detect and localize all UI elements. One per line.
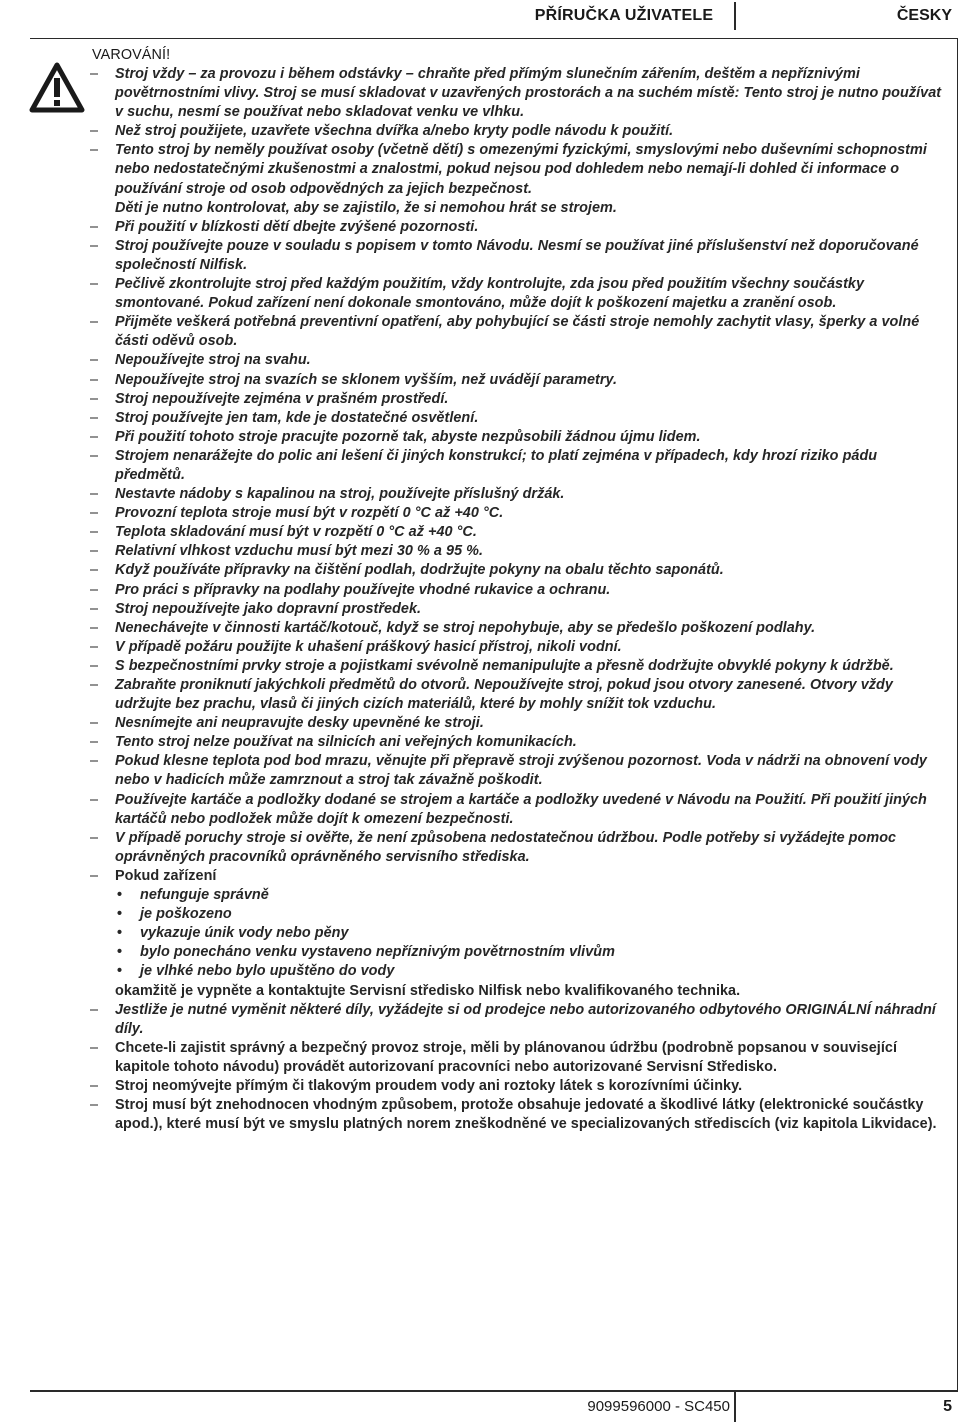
document-number: 9099596000 - SC450 — [587, 1398, 730, 1415]
instruction-item — [90, 982, 942, 1001]
warning-icon — [29, 62, 85, 114]
instruction-text: Teplota skladování musí být v rozpětí 0 °C až +40 °C. — [115, 524, 477, 541]
instruction-item — [90, 619, 942, 638]
bullet-text: je vlhké nebo bylo upuštěno do vody — [140, 963, 395, 980]
warning-heading: VAROVÁNÍ! — [92, 47, 171, 63]
instruction-text: Tento stroj by neměly používat osoby (včetně dětí) s omezenými fyzickými, smyslovými nebo duševními schopnostmi nebo nedostatečnými zkušenostmi a znalostmi, pokud nejsou pod dohledem nebo nemají-li dohled či informace o používání stroje od osob odpovědných za jejich bezpečnost. — [115, 142, 927, 197]
dash-marker: – — [90, 352, 99, 369]
dash-marker: – — [90, 581, 99, 598]
instruction-text: Provozní teplota stroje musí být v rozpětí 0 °C až +40 °C. — [115, 505, 504, 522]
instruction-item — [90, 218, 942, 237]
language-label: ČESKY — [896, 7, 952, 24]
dash-marker: – — [90, 1077, 99, 1094]
dash-marker: – — [90, 390, 99, 407]
bullet-text: nefunguje správně — [140, 887, 269, 904]
instruction-text: Zabraňte proniknutí jakýchkoli předmětů do otvorů. Nepoužívejte stroj, pokud jsou otvory zanesené. Otvory vždy udržujte bez prachu, vlasů či jiných cizích materiálů, které by mohly snížit tok vzduchu. — [115, 677, 893, 713]
dash-marker: – — [90, 505, 99, 522]
instruction-text: okamžitě je vypněte a kontaktujte Servisní středisko Nilfisk nebo kvalifikovaného technika. — [115, 982, 741, 999]
instruction-text: Relativní vlhkost vzduchu musí být mezi 30 % a 95 %. — [115, 543, 484, 560]
instruction-text: Nesnímejte ani neupravujte desky upevněné ke stroji. — [115, 715, 484, 732]
dash-marker: – — [90, 123, 99, 140]
instruction-text: Stroj musí být znehodnocen vhodným způsobem, protože obsahuje jedovaté a škodlivé látky (elektronické součástky apod.), které musí být ve smyslu platných norem zneškodněné ve specializovaných střediscích (viz kapitola Likvidace). — [115, 1097, 937, 1133]
dash-marker: – — [90, 867, 99, 884]
instruction-item — [90, 122, 942, 141]
instruction-item — [90, 542, 942, 561]
dash-marker: – — [90, 1039, 99, 1056]
instruction-item — [90, 447, 942, 485]
instruction-item — [90, 313, 942, 351]
instruction-item — [90, 829, 942, 867]
instruction-text: Při použití tohoto stroje pracujte pozorně tak, abyste nezpůsobili žádnou újmu lidem. — [115, 428, 701, 445]
instruction-text: Děti je nutno kontrolovat, aby se zajistilo, že si nemohou hrát se strojem. — [115, 199, 617, 216]
instruction-text: Tento stroj nelze používat na silnicích ani veřejných komunikacích. — [115, 734, 577, 751]
instruction-text: Nepoužívejte stroj na svazích se sklonem vyšším, než uvádějí parametry. — [115, 371, 618, 388]
bullet-marker: • — [117, 963, 123, 980]
dash-marker: – — [90, 524, 99, 541]
page-number: 5 — [943, 1398, 952, 1415]
dash-marker: – — [90, 791, 99, 808]
bullet-item — [90, 962, 942, 981]
dash-marker: – — [90, 829, 99, 846]
instruction-item — [90, 561, 942, 580]
instruction-item — [90, 657, 942, 676]
dash-marker: – — [90, 734, 99, 751]
instruction-text: Stroj používejte jen tam, kde je dostatečné osvětlení. — [115, 409, 479, 426]
safety-instructions-list — [90, 65, 942, 1134]
instruction-item — [90, 581, 942, 600]
instruction-text: Nepoužívejte stroj na svahu. — [115, 352, 311, 369]
bullet-text: bylo ponecháno venku vystaveno nepříznivým povětrnostním vlivům — [140, 944, 615, 961]
instruction-text: V případě požáru použijte k uhašení práškový hasicí přístroj, nikoli vodní. — [115, 638, 622, 655]
instruction-item — [90, 523, 942, 542]
dash-marker: – — [90, 218, 99, 235]
instruction-item — [90, 791, 942, 829]
dash-marker: – — [90, 657, 99, 674]
instruction-item — [90, 1077, 942, 1096]
dash-marker: – — [90, 276, 99, 293]
instruction-item — [90, 141, 942, 198]
instruction-item — [90, 199, 942, 218]
instruction-text: Stroj nepoužívejte jako dopravní prostředek. — [115, 600, 422, 617]
bullet-item — [90, 943, 942, 962]
instruction-item — [90, 275, 942, 313]
bullet-marker: • — [117, 925, 123, 942]
dash-marker: – — [90, 677, 99, 693]
instruction-text: Pokud klesne teplota pod bod mrazu, věnujte při přepravě stroji zvýšenou pozornost. Voda v nádrži na obnovení vody nebo v hadicích může zamrznout a stroj tak závažně poškodit. — [115, 753, 927, 789]
dash-marker: – — [90, 1001, 99, 1018]
dash-marker: – — [90, 600, 99, 617]
dash-marker: – — [90, 638, 99, 655]
instruction-text: Nestavte nádoby s kapalinou na stroj, používejte příslušný držák. — [115, 486, 565, 503]
dash-marker: – — [90, 142, 99, 159]
bullet-item — [90, 886, 942, 905]
manual-title: PŘÍRUČKA UŽIVATELE — [534, 7, 714, 24]
instruction-item — [90, 676, 942, 714]
dash-marker: – — [90, 619, 99, 636]
instruction-text: S bezpečnostními prvky stroje a pojistkami svévolně nemanipulujte a přesně dodržujte obvyklé pokyny k údržbě. — [115, 657, 894, 674]
instruction-text: Než stroj použijete, uzavřete všechna dvířka a/nebo kryty podle návodu k použití. — [115, 123, 674, 140]
instruction-item — [90, 390, 942, 409]
dash-marker: – — [90, 237, 99, 254]
instruction-text: Chcete-li zajistit správný a bezpečný provoz stroje, měli by plánovanou údržbu (podrobně popsanou v související kapitole tohoto návodu) provádět autorizovaní pracovníci nebo autorizované Servisní Středisko. — [115, 1039, 897, 1075]
bullet-marker: • — [117, 887, 123, 904]
instruction-text: Stroj používejte pouze v souladu s popisem v tomto Návodu. Nesmí se používat jiné příslušenství než doporučované společností Nilfisk. — [115, 237, 919, 273]
instruction-text: Pokud zařízení — [115, 867, 217, 884]
instruction-text: V případě poruchy stroje si ověřte, že není způsobena nedostatečnou údržbou. Podle potřeby si vyžádejte pomoc oprávněných pracovníků oprávněného servisního střediska. — [115, 829, 897, 865]
instruction-item — [90, 714, 942, 733]
instruction-text: Pečlivě zkontrolujte stroj před každým použitím, vždy kontrolujte, zda jsou před použitím všechny součástky smontované. Pokud zařízení není dokonale smontováno, může dojít k poškození majetku a zranění osob. — [115, 276, 865, 312]
instruction-item — [90, 409, 942, 428]
instruction-item — [90, 351, 942, 370]
instruction-item — [90, 1096, 942, 1134]
dash-marker: – — [90, 753, 99, 770]
bullet-marker: • — [117, 944, 123, 961]
instruction-text: Když používáte přípravky na čištění podlah, dodržujte pokyny na obalu těchto saponátů. — [115, 562, 724, 579]
instruction-item — [90, 237, 942, 275]
instruction-item — [90, 1039, 942, 1077]
dash-marker: – — [90, 314, 99, 331]
instruction-text: Používejte kartáče a podložky dodané se strojem a kartáče a podložky uvedené v Návodu na Použití. Při použití jiných kartáčů nebo podložek může dojít k omezení bezpečnosti. — [115, 791, 927, 827]
instruction-text: Přijměte veškerá potřebná preventivní opatření, aby pohybující se části stroje nemohly zachytit vlasy, šperky a volné části oděvů osob. — [115, 314, 920, 350]
bullet-text: je poškozeno — [140, 906, 232, 923]
instruction-item — [90, 371, 942, 390]
instruction-text: Strojem nenarážejte do polic ani lešení či jiných konstrukcí; to platí zejména v případech, kdy hrozí riziko pádu předmětů. — [115, 447, 878, 483]
bullet-item — [90, 905, 942, 924]
dash-marker: – — [90, 715, 99, 732]
dash-marker: – — [90, 543, 99, 560]
dash-marker: – — [90, 66, 99, 82]
instruction-item — [90, 428, 942, 447]
footer-rule — [30, 1390, 958, 1392]
dash-marker: – — [90, 371, 99, 388]
bullet-item — [90, 924, 942, 943]
instruction-text: Pro práci s přípravky na podlahy používejte vhodné rukavice a ochranu. — [115, 581, 611, 598]
dash-marker: – — [90, 562, 99, 579]
bullet-marker: • — [117, 906, 123, 923]
header-divider — [734, 2, 736, 30]
instruction-text: Nenechávejte v činnosti kartáč/kotouč, když se stroj nepohybuje, aby se předešlo poškození podlahy. — [115, 619, 816, 636]
instruction-item — [90, 504, 942, 523]
dash-marker: – — [90, 486, 99, 503]
instruction-item — [90, 600, 942, 619]
instruction-item — [90, 733, 942, 752]
instruction-item — [90, 65, 942, 122]
dash-marker: – — [90, 447, 99, 464]
instruction-text: Stroj neomývejte přímým či tlakovým proudem vody ani roztoky látek s korozívními účinky. — [115, 1077, 743, 1094]
dash-marker: – — [90, 409, 99, 426]
instruction-item — [90, 638, 942, 657]
bullet-text: vykazuje únik vody nebo pěny — [140, 925, 349, 942]
instruction-text: Jestliže je nutné vyměnit některé díly, vyžádejte si od prodejce nebo autorizovaného odbytového ORIGINÁLNÍ náhradní díly. — [115, 1001, 936, 1037]
instruction-text: Při použití v blízkosti dětí dbejte zvýšené pozornosti. — [115, 218, 479, 235]
instruction-item — [90, 485, 942, 504]
instruction-item — [90, 867, 942, 886]
dash-marker: – — [90, 1097, 99, 1114]
instruction-text: Stroj nepoužívejte zejména v prašném prostředí. — [115, 390, 449, 407]
instruction-item — [90, 752, 942, 790]
dash-marker: – — [90, 428, 99, 445]
instruction-text: Stroj vždy – za provozu i během odstávky – chraňte před přímým slunečním zářením, deštěm a nepříznivými povětrnostními vlivy. Stroj se musí skladovat v uzavřených prostorách a na suchém místě: Tento stroj je nutno používat v suchu, nesmí se používat nebo skladovat venku ve vlhku. — [115, 66, 942, 121]
instruction-item — [90, 1001, 942, 1039]
